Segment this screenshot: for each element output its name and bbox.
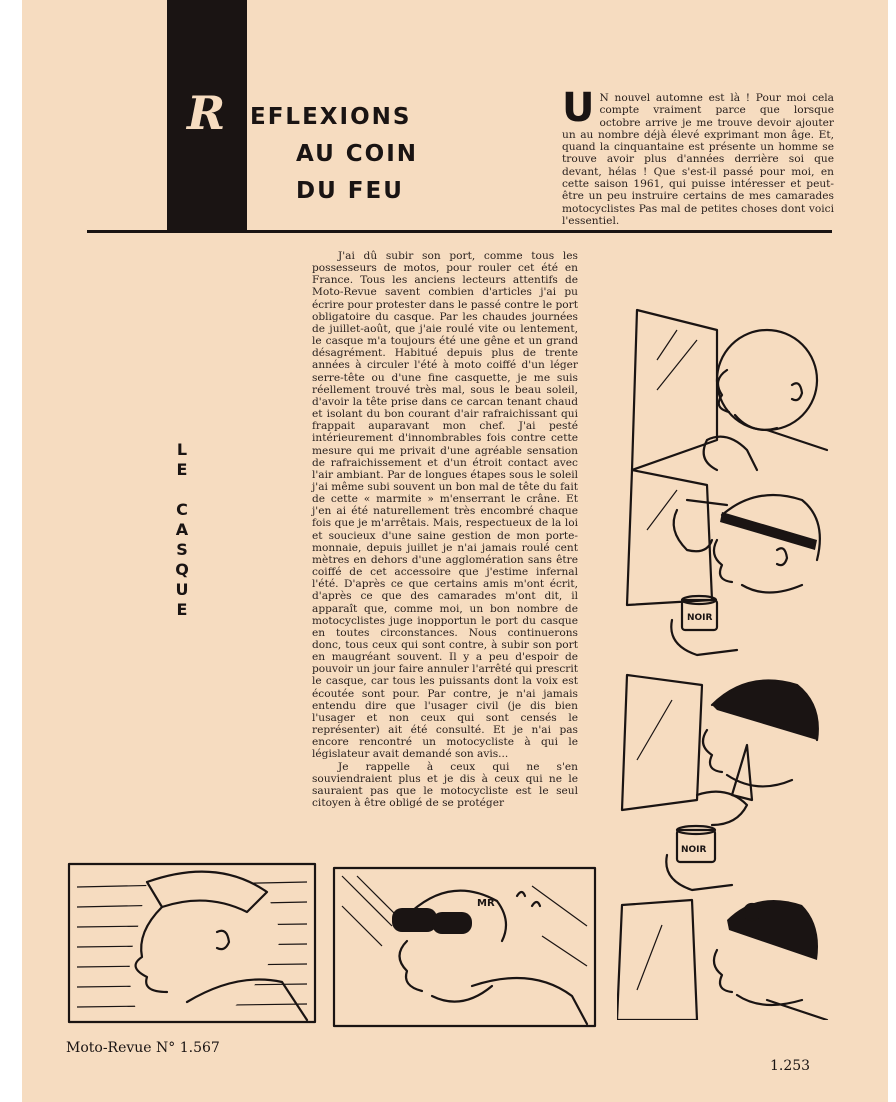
footer-magazine-issue: Moto-Revue N° 1.567 <box>66 1040 220 1056</box>
mirror-frame-2 <box>627 470 712 605</box>
paint-can-2 <box>666 826 732 890</box>
section-title-letter: A <box>175 520 189 539</box>
title-line-1: EFLEXIONS <box>250 104 412 130</box>
article-paragraph-2: Je rappelle à ceux qui ne s'en souviendraient plus et je dis à ceux qui ne le sauraient pas que le motocycliste est le seul citoyen à être obligé de se protéger <box>312 760 578 810</box>
goggled-rider-figure <box>384 886 587 1024</box>
title-line-3: DU FEU <box>296 178 404 204</box>
capped-rider-panel <box>67 862 317 1024</box>
footer-page-number: 1.253 <box>770 1058 811 1074</box>
section-title-letter: E <box>176 600 188 619</box>
article-paragraph-1: J'ai dû subir son port, comme tous les possesseurs de motos, pour rouler cet été en France. Tous les anciens lecteurs attentifs de Moto-Revue savent combien d'articles j'ai pu écrire pour protester dans le passé contre le port obligatoire du casque. Par les chaudes journées de juillet-août, que j'aie roulé vite ou lentement, le casque m'a toujours été une gêne et un grand désagrément. Habitué depuis plus de trente années à circuler l'été à moto coiffé d'un léger serre-tête ou d'une fine casquette, je me suis réellement trouvé très mal, sous le beau soleil, d'avoir la tête prise dans ce carcan tenant chaud et isolant du bon courant d'air rafraichissant qui frappait auparavant mon chef. J'ai pesté intérieurement d'innombrables fois contre cette mesure qui me privait d'une agréable sensation de rafraichissement et d'un étroit contact avec l'air ambiant. Par de longues étapes sous le soleil j'ai même subi souvent un bon mal de tête du fait de cette « marmite » m'enserrant le crâne. Et j'en ai été naturellement très encombré chaque fois que je m'arrêtais. Mais, respectueux de la loi et soucieux d'une saine gestion de mon porte-monnaie, depuis juillet je n'ai jamais roulé cent mètres en dehors d'une agglomération sans être coiffé de cet accessoire que j'estime infernal l'été. D'après ce que certains amis m'ont écrit, d'après ce que des camarades m'ont dit, il apparaît que, comme moi, un bon nombre de motocyclistes juge inopportun le port du casque en toutes circonstances. Nous continuerons donc, tous ceux qui sont contre, à subir son port en maugréant souvent. Il y a peu d'espoir de pouvoir un jour faire annuler l'arrêté qui prescrit le casque, car tous les puissants dont la voix est écoutée sont pour. Par contre, je n'ai jamais entendu dire que l'usager civil (je dis bien l'usager et non ceux qui sont censés le représenter) ait été consulté. Et je n'ai pas encore rencontré un motocycliste à qui le législateur avait demandé son avis... <box>312 250 578 761</box>
helmet-man-figure <box>697 681 818 826</box>
section-title-letter: Q <box>175 560 189 579</box>
section-title-letter: S <box>176 540 188 559</box>
section-title-letter <box>172 480 192 500</box>
paint-can-1 <box>671 596 737 655</box>
intro-dropcap: U <box>562 85 595 131</box>
finished-helmet-man-figure <box>714 900 827 1020</box>
section-title-letter: L <box>176 440 188 459</box>
section-title-letter: U <box>175 580 189 599</box>
helmet-badge: MR <box>477 898 495 909</box>
mirror-frame-4 <box>617 900 697 1020</box>
intro-text: N nouvel automne est là ! Pour moi cela compte vraiment parce que lorsque octobre arrive je me trouve devoir ajouter un au nombre déjà élevé exprimant mon âge. Et, quand la cinquantaine est présente un homme se trouve avoir plus d'années derrière soi que devant, hélas ! Que s'est-il passé pour moi, en cette saison 1961, qui puisse intéresser et peut-être un peu instruire certains de mes camarades motocyclistes Pas mal de petites choses dont voici l'essentiel. <box>562 92 834 227</box>
capped-man-figure <box>674 495 820 593</box>
section-title-letter: E <box>176 460 188 479</box>
title-line-2: AU COIN <box>296 141 419 167</box>
goggled-rider-panel <box>332 866 597 1028</box>
capped-rider-figure <box>130 872 308 1020</box>
section-title <box>172 440 192 620</box>
article-body <box>312 250 578 809</box>
helmet-comic-strip-illustration <box>617 300 847 1020</box>
bald-man-figure <box>704 330 827 470</box>
title-initial: R <box>187 86 226 140</box>
can-label-2: NOIR <box>681 845 707 855</box>
mirror-frame-3 <box>622 675 702 810</box>
section-title-letter: C <box>176 500 188 519</box>
header-rule <box>87 230 832 233</box>
can-label-1: NOIR <box>687 613 713 623</box>
magazine-page <box>22 0 888 1102</box>
intro-paragraph <box>562 85 834 227</box>
